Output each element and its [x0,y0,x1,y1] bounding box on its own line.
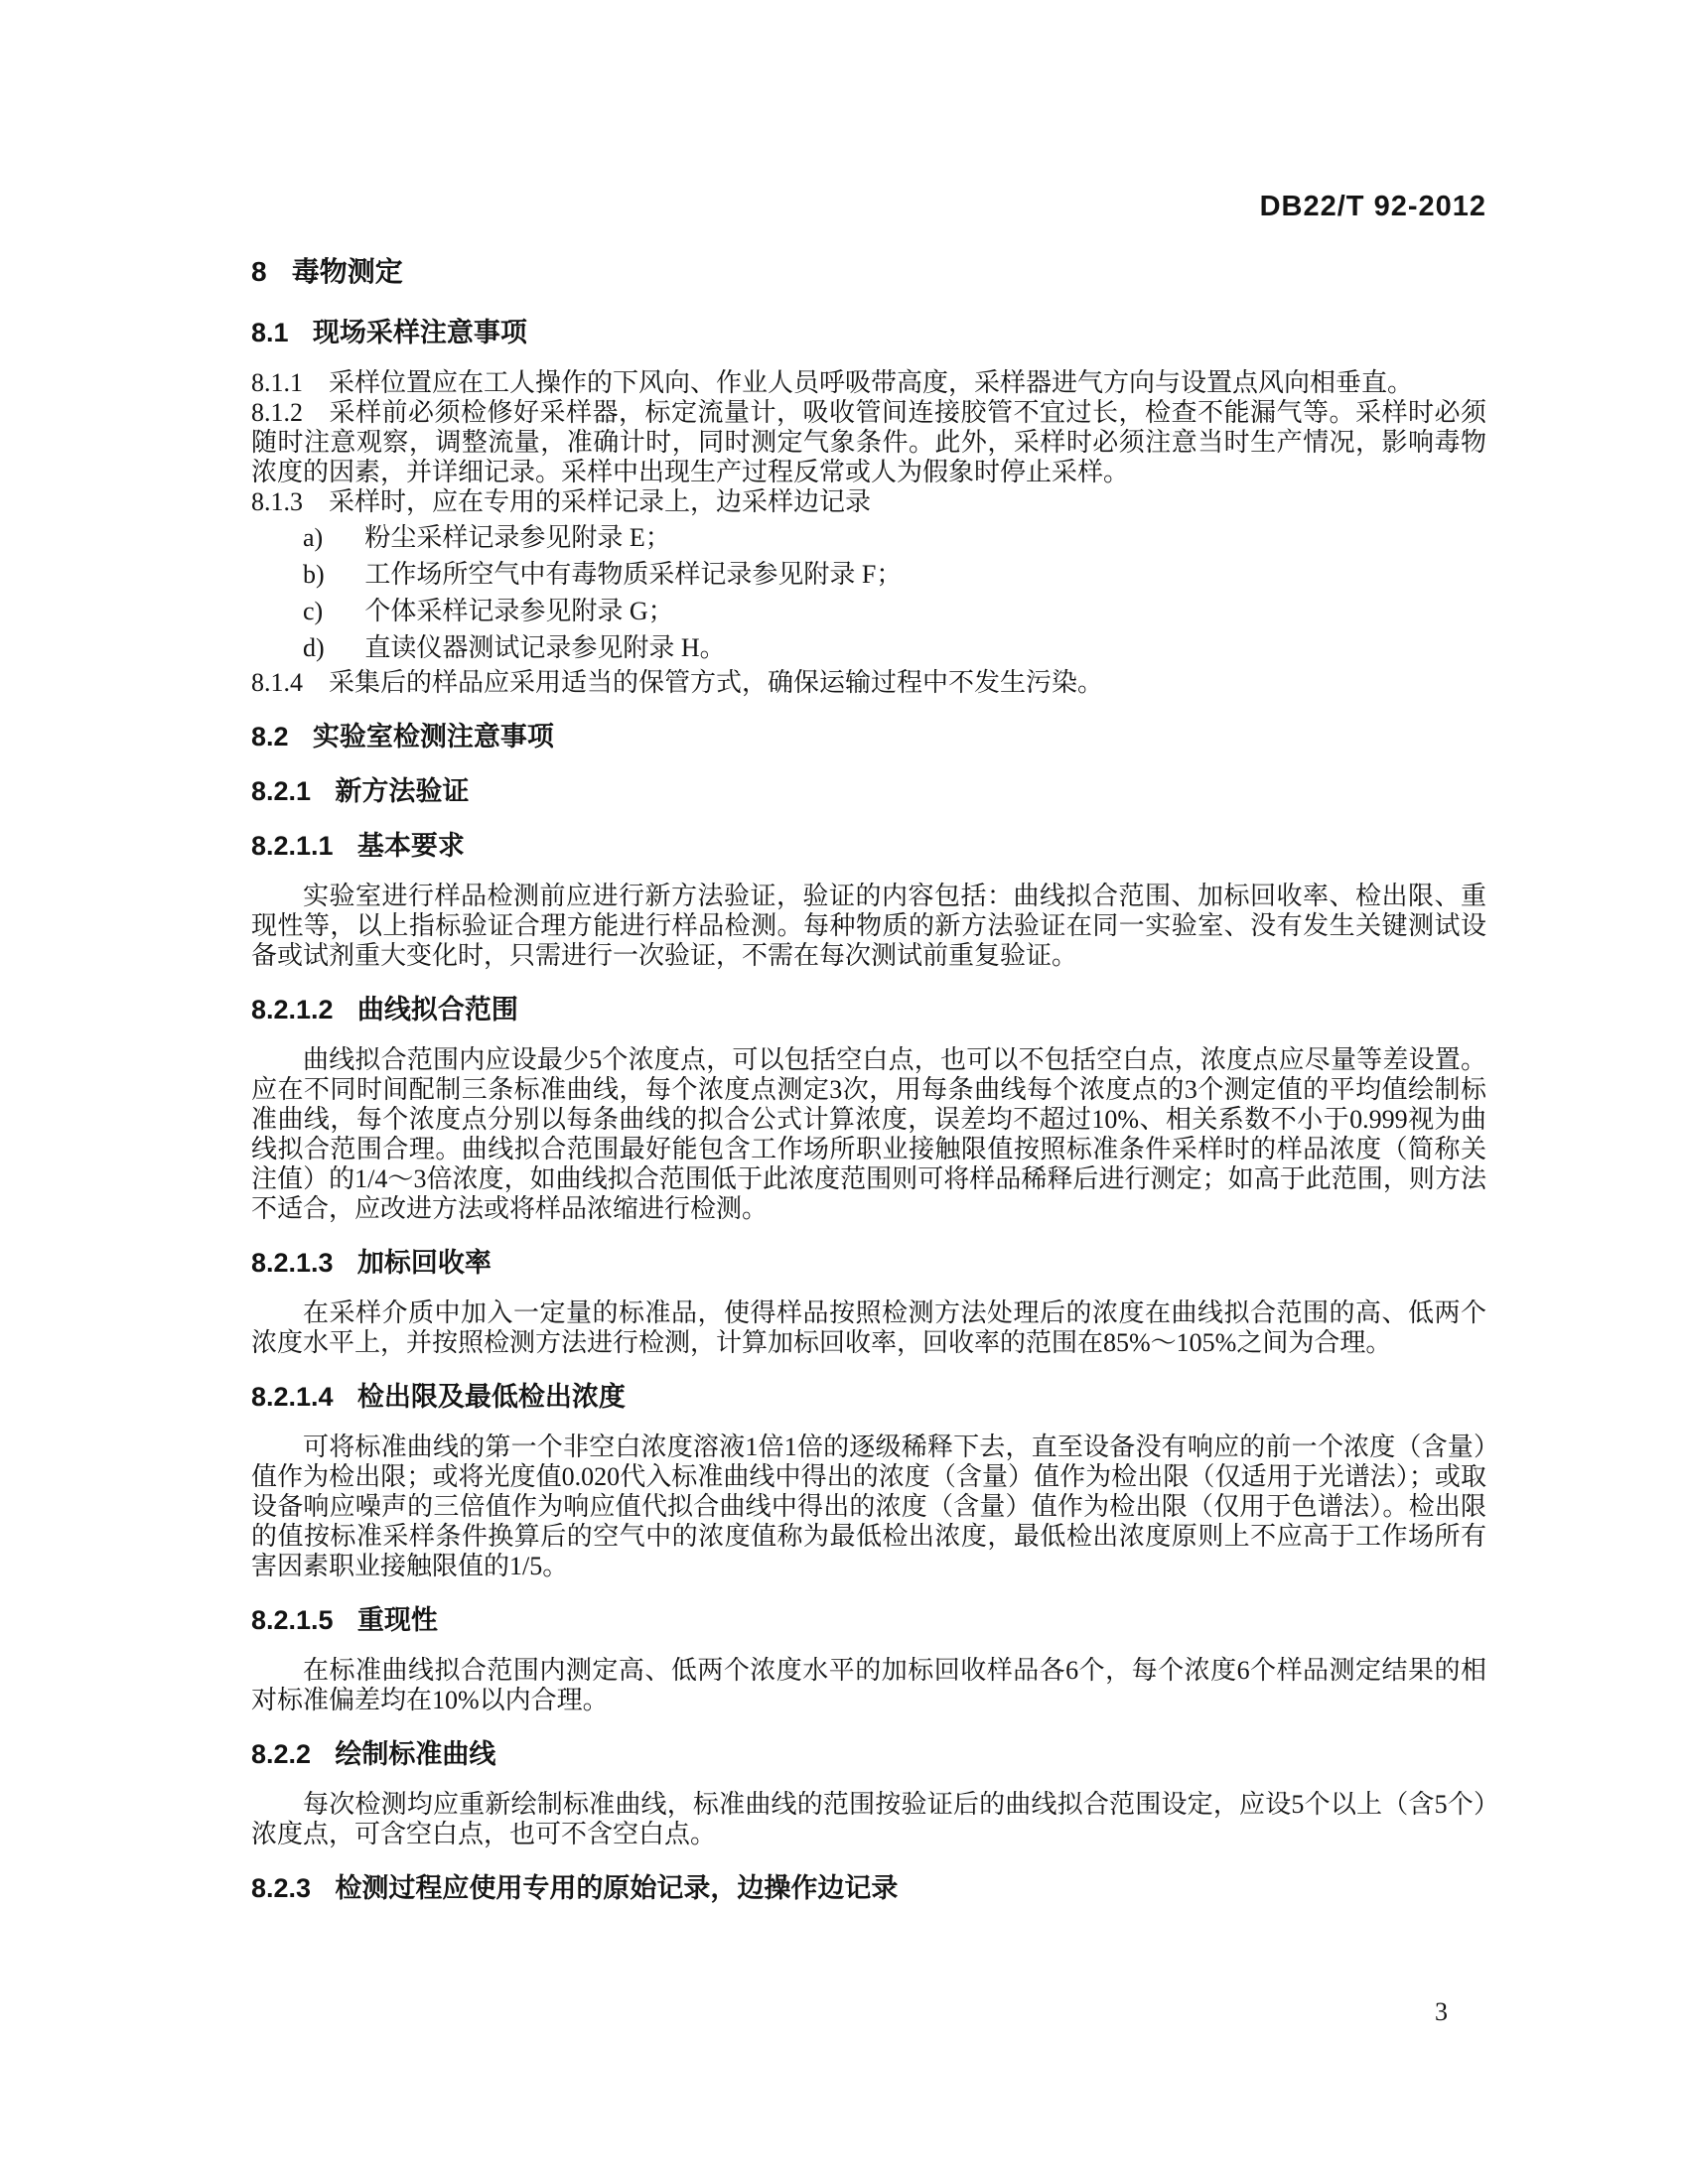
list-marker: b) [303,560,325,589]
section-title: 曲线拟合范围 [356,995,518,1024]
list-item-c [303,593,1486,629]
clause-number: 8.1.2 [251,398,303,427]
clause-8-1-3 [251,487,1486,517]
record-list [251,519,1486,666]
clause-number: 8.1.3 [251,487,303,516]
chapter-number: 8 [251,256,267,287]
paragraph-8-2-1-5: 在标准曲线拟合范围内测定高、低两个浓度水平的加标回收样品各6个，每个浓度6个样品测定结果的相对标准偏差均在10%以内合理。 [251,1656,1486,1714]
chapter-heading-8 [251,256,1486,288]
list-item-b [303,556,1486,593]
section-heading-8-2-1-5 [251,1605,1486,1636]
section-title: 现场采样注意事项 [312,318,527,347]
clause-number: 8.1.1 [251,368,303,397]
clause-text: 采集后的样品应采用适当的保管方式，确保运输过程中不发生污染。 [329,668,1104,697]
page-number: 3 [1435,1997,1448,2026]
section-number: 8.2.1.2 [251,995,334,1024]
content-area [251,191,1486,1924]
section-title: 检出限及最低检出浓度 [356,1382,626,1412]
section-title: 实验室检测注意事项 [312,722,554,751]
paragraph-8-2-1-4: 可将标准曲线的第一个非空白浓度溶液1倍1倍的逐级稀释下去，直至设备没有响应的前一个浓度（含量）值作为检出限；或将光度值0.020代入标准曲线中得出的浓度（含量）值作为检出限（仅适用于光谱法）；或取设备响应噪声的三倍值作为响应值代拟合曲线中得出的浓度（含量）值作为检出限（仅用于色谱法）。检出限的值按标准采样条件换算后的空气中的浓度值称为最低检出浓度，最低检出浓度原则上不应高于工作场所有害因素职业接触限值的1/5。 [251,1433,1486,1580]
list-marker: c) [303,597,324,625]
section-heading-8-2-1-1 [251,831,1486,862]
paragraph-8-2-1-2: 曲线拟合范围内应设最少5个浓度点，可以包括空白点，也可以不包括空白点，浓度点应尽量等差设置。应在不同时间配制三条标准曲线，每个浓度点测定3次，用每条曲线每个浓度点的3个测定值的平均值绘制标准曲线，每个浓度点分别以每条曲线的拟合公式计算浓度，误差均不超过10%、相关系数不小于0.999视为曲线拟合范围合理。曲线拟合范围最好能包含工作场所职业接触限值按照标准条件采样时的样品浓度（简称关注值）的1/4～3倍浓度，如曲线拟合范围低于此浓度范围则可将样品稀释后进行测定；如高于此范围，则方法不适合，应改进方法或将样品浓缩进行检测。 [251,1045,1486,1223]
clause-text: 采样前必须检修好采样器，标定流量计，吸收管间连接胶管不宜过长，检查不能漏气等。采样时必须随时注意观察，调整流量，准确计时，同时测定气象条件。此外，采样时必须注意当时生产情况，影响毒物浓度的因素，并详细记录。采样中出现生产过程反常或人为假象时停止采样。 [251,398,1486,486]
list-marker: a) [303,523,324,552]
section-number: 8.2.2 [251,1739,312,1769]
section-heading-8-2-1-4 [251,1382,1486,1413]
clause-8-1-4 [251,668,1486,698]
clause-text: 采样时，应在专用的采样记录上，边采样边记录 [329,487,872,516]
list-item-text: 直读仪器测试记录参见附录 H。 [364,633,726,662]
paragraph-8-2-1-3: 在采样介质中加入一定量的标准品，使得样品按照检测方法处理后的浓度在曲线拟合范围的高、低两个浓度水平上，并按照检测方法进行检测，计算加标回收率，回收率的范围在85%～105%之间为合理。 [251,1298,1486,1357]
list-item-text: 工作场所空气中有毒物质采样记录参见附录 F； [364,560,903,589]
section-heading-8-1 [251,318,1486,348]
clause-8-1-1 [251,368,1486,398]
section-title: 绘制标准曲线 [335,1739,496,1769]
section-title: 基本要求 [356,831,465,861]
clause-number: 8.1.4 [251,668,303,697]
paragraph-8-2-1-1: 实验室进行样品检测前应进行新方法验证，验证的内容包括：曲线拟合范围、加标回收率、检出限、重现性等，以上指标验证合理方能进行样品检测。每种物质的新方法验证在同一实验室、没有发生关键测试设备或试剂重大变化时，只需进行一次验证，不需在每次测试前重复验证。 [251,882,1486,970]
section-heading-8-2-1-2 [251,995,1486,1025]
clause-8-1-2 [251,398,1486,487]
section-heading-8-2-2 [251,1739,1486,1770]
section-title: 检测过程应使用专用的原始记录，边操作边记录 [335,1873,899,1903]
chapter-title: 毒物测定 [291,256,403,287]
section-heading-8-2-1 [251,776,1486,807]
section-heading-8-2-1-3 [251,1248,1486,1279]
list-item-text: 个体采样记录参见附录 G； [364,597,674,625]
section-number: 8.2.1.1 [251,831,334,861]
section-title: 新方法验证 [335,776,470,806]
section-number: 8.2.1.4 [251,1382,334,1412]
section-heading-8-2 [251,722,1486,752]
section-heading-8-2-3 [251,1873,1486,1904]
list-item-d [303,629,1486,666]
section-title: 重现性 [356,1605,438,1635]
list-marker: d) [303,633,325,662]
paragraph-8-2-2: 每次检测均应重新绘制标准曲线，标准曲线的范围按验证后的曲线拟合范围设定，应设5个以上（含5个）浓度点，可含空白点，也可不含空白点。 [251,1790,1486,1848]
list-item-a [303,519,1486,556]
section-number: 8.2.1.5 [251,1605,334,1635]
clause-text: 采样位置应在工人操作的下风向、作业人员呼吸带高度，采样器进气方向与设置点风向相垂直。 [329,368,1414,397]
section-number: 8.2 [251,722,289,751]
section-title: 加标回收率 [356,1248,492,1278]
section-number: 8.1 [251,318,289,347]
section-number: 8.2.1 [251,776,312,806]
section-number: 8.2.3 [251,1873,312,1903]
standard-number-header: DB22/T 92-2012 [1259,191,1486,222]
list-item-text: 粉尘采样记录参见附录 E； [364,523,671,552]
section-number: 8.2.1.3 [251,1248,334,1278]
